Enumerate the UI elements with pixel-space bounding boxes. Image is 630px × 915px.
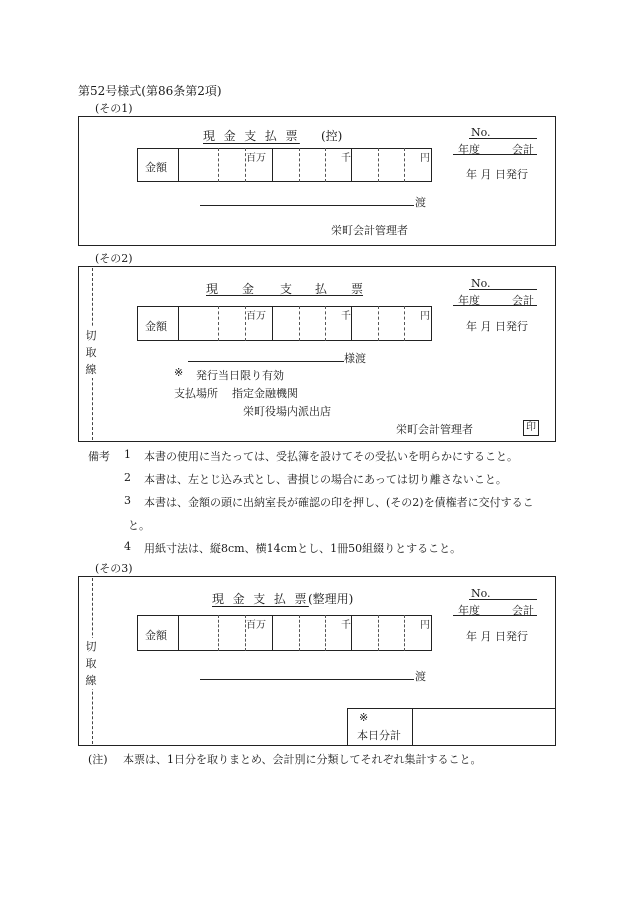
part2-payee-line [188,361,344,362]
part2-payment-place-1: 指定金融機関 [232,387,298,400]
remark-3-text: 本書は、金額の頭に出納室長が確認の印を押し、(その2)を債権者に交付するこ [144,496,534,509]
part3-payee-line [200,679,414,680]
part1-no-label: No. [471,126,491,139]
part1-label: (その1) [95,102,133,115]
part2-year-label: 年度 [458,294,480,307]
part2-manager: 栄町会計管理者 [396,423,473,436]
remark-1-text: 本書の使用に当たっては、受払簿を設けてその受払いを明らかにすること。 [144,450,518,463]
part1-account-line [453,154,537,155]
part1-unit-million: 百万 [246,153,266,164]
remark-2-num: 2 [124,471,131,484]
daily-total-label: 本日分計 [357,729,401,742]
part1-payee-line [200,205,414,206]
part1-no-line [469,138,537,139]
part2-amount-grid [137,306,432,341]
footnote-label: (注) [88,753,108,766]
form-header: 第52号様式(第86条第2項) [78,84,222,98]
part3-unit-thousand: 千 [341,620,351,631]
part2-no-label: No. [471,277,491,290]
daily-total-mark: ※ [359,711,369,724]
part3-amount-label: 金額 [145,629,167,642]
part3-unit-million: 百万 [246,620,266,631]
remark-2-text: 本書は、左とじ込み式とし、書損じの場合にあっては切り離さないこと。 [144,473,507,486]
part1-title-note: (控) [321,129,343,143]
part1-amount-label: 金額 [145,161,167,174]
part1-year-label: 年度 [458,143,480,156]
part2-note-valid: 発行当日限り有効 [196,369,284,382]
remark-4-num: 4 [124,540,131,553]
part3-unit-yen: 円 [420,620,430,631]
part3-title: 現 金 支 払 票 [212,592,309,606]
part2-unit-thousand: 千 [341,311,351,322]
part3-amount-grid [137,615,432,651]
part3-no-label: No. [471,587,491,600]
part1-amount-grid [137,148,432,182]
part1-account-label: 会計 [512,143,534,156]
part2-issue-date: 年 月 日発行 [466,320,528,333]
part3-issue-date: 年 月 日発行 [466,630,528,643]
seal-stamp-box: 印 [523,420,539,436]
part2-label: (その2) [95,252,133,265]
part1-unit-thousand: 千 [341,153,351,164]
remark-3-cont: と。 [128,519,150,532]
part2-cut-label: 切 取 線 [85,329,97,376]
part3-account-label: 会計 [512,604,534,617]
part2-payee-suffix: 様渡 [344,352,366,365]
remark-1-num: 1 [124,448,131,461]
part2-amount-label: 金額 [145,320,167,333]
part2-note-mark: ※ [174,366,184,379]
part1-issue-date: 年 月 日発行 [466,168,528,181]
part1-title: 現 金 支 払 票 [203,129,300,143]
part2-payment-place-label: 支払場所 [174,387,218,400]
part2-unit-yen: 円 [420,311,430,322]
part3-year-label: 年度 [458,604,480,617]
remarks-label: 備考 [88,450,110,463]
remark-4-text: 用紙寸法は、縦8cm、横14cmとし、1冊50組綴りとすること。 [144,542,462,555]
part3-payee-suffix: 渡 [415,670,426,683]
part1-manager: 栄町会計管理者 [331,224,408,237]
part3-label: (その3) [95,562,133,575]
part3-title-note: (整理用) [308,592,354,606]
remark-3-num: 3 [124,494,131,507]
part2-unit-million: 百万 [246,311,266,322]
part1-payee-suffix: 渡 [415,196,426,209]
footnote-text: 本票は、1日分を取りまとめ、会計別に分類してそれぞれ集計すること。 [123,753,482,766]
part2-payment-place-2: 栄町役場内派出店 [243,405,331,418]
part3-cut-label: 切 取 線 [85,640,97,687]
part1-unit-yen: 円 [420,153,430,164]
part2-account-label: 会計 [512,294,534,307]
